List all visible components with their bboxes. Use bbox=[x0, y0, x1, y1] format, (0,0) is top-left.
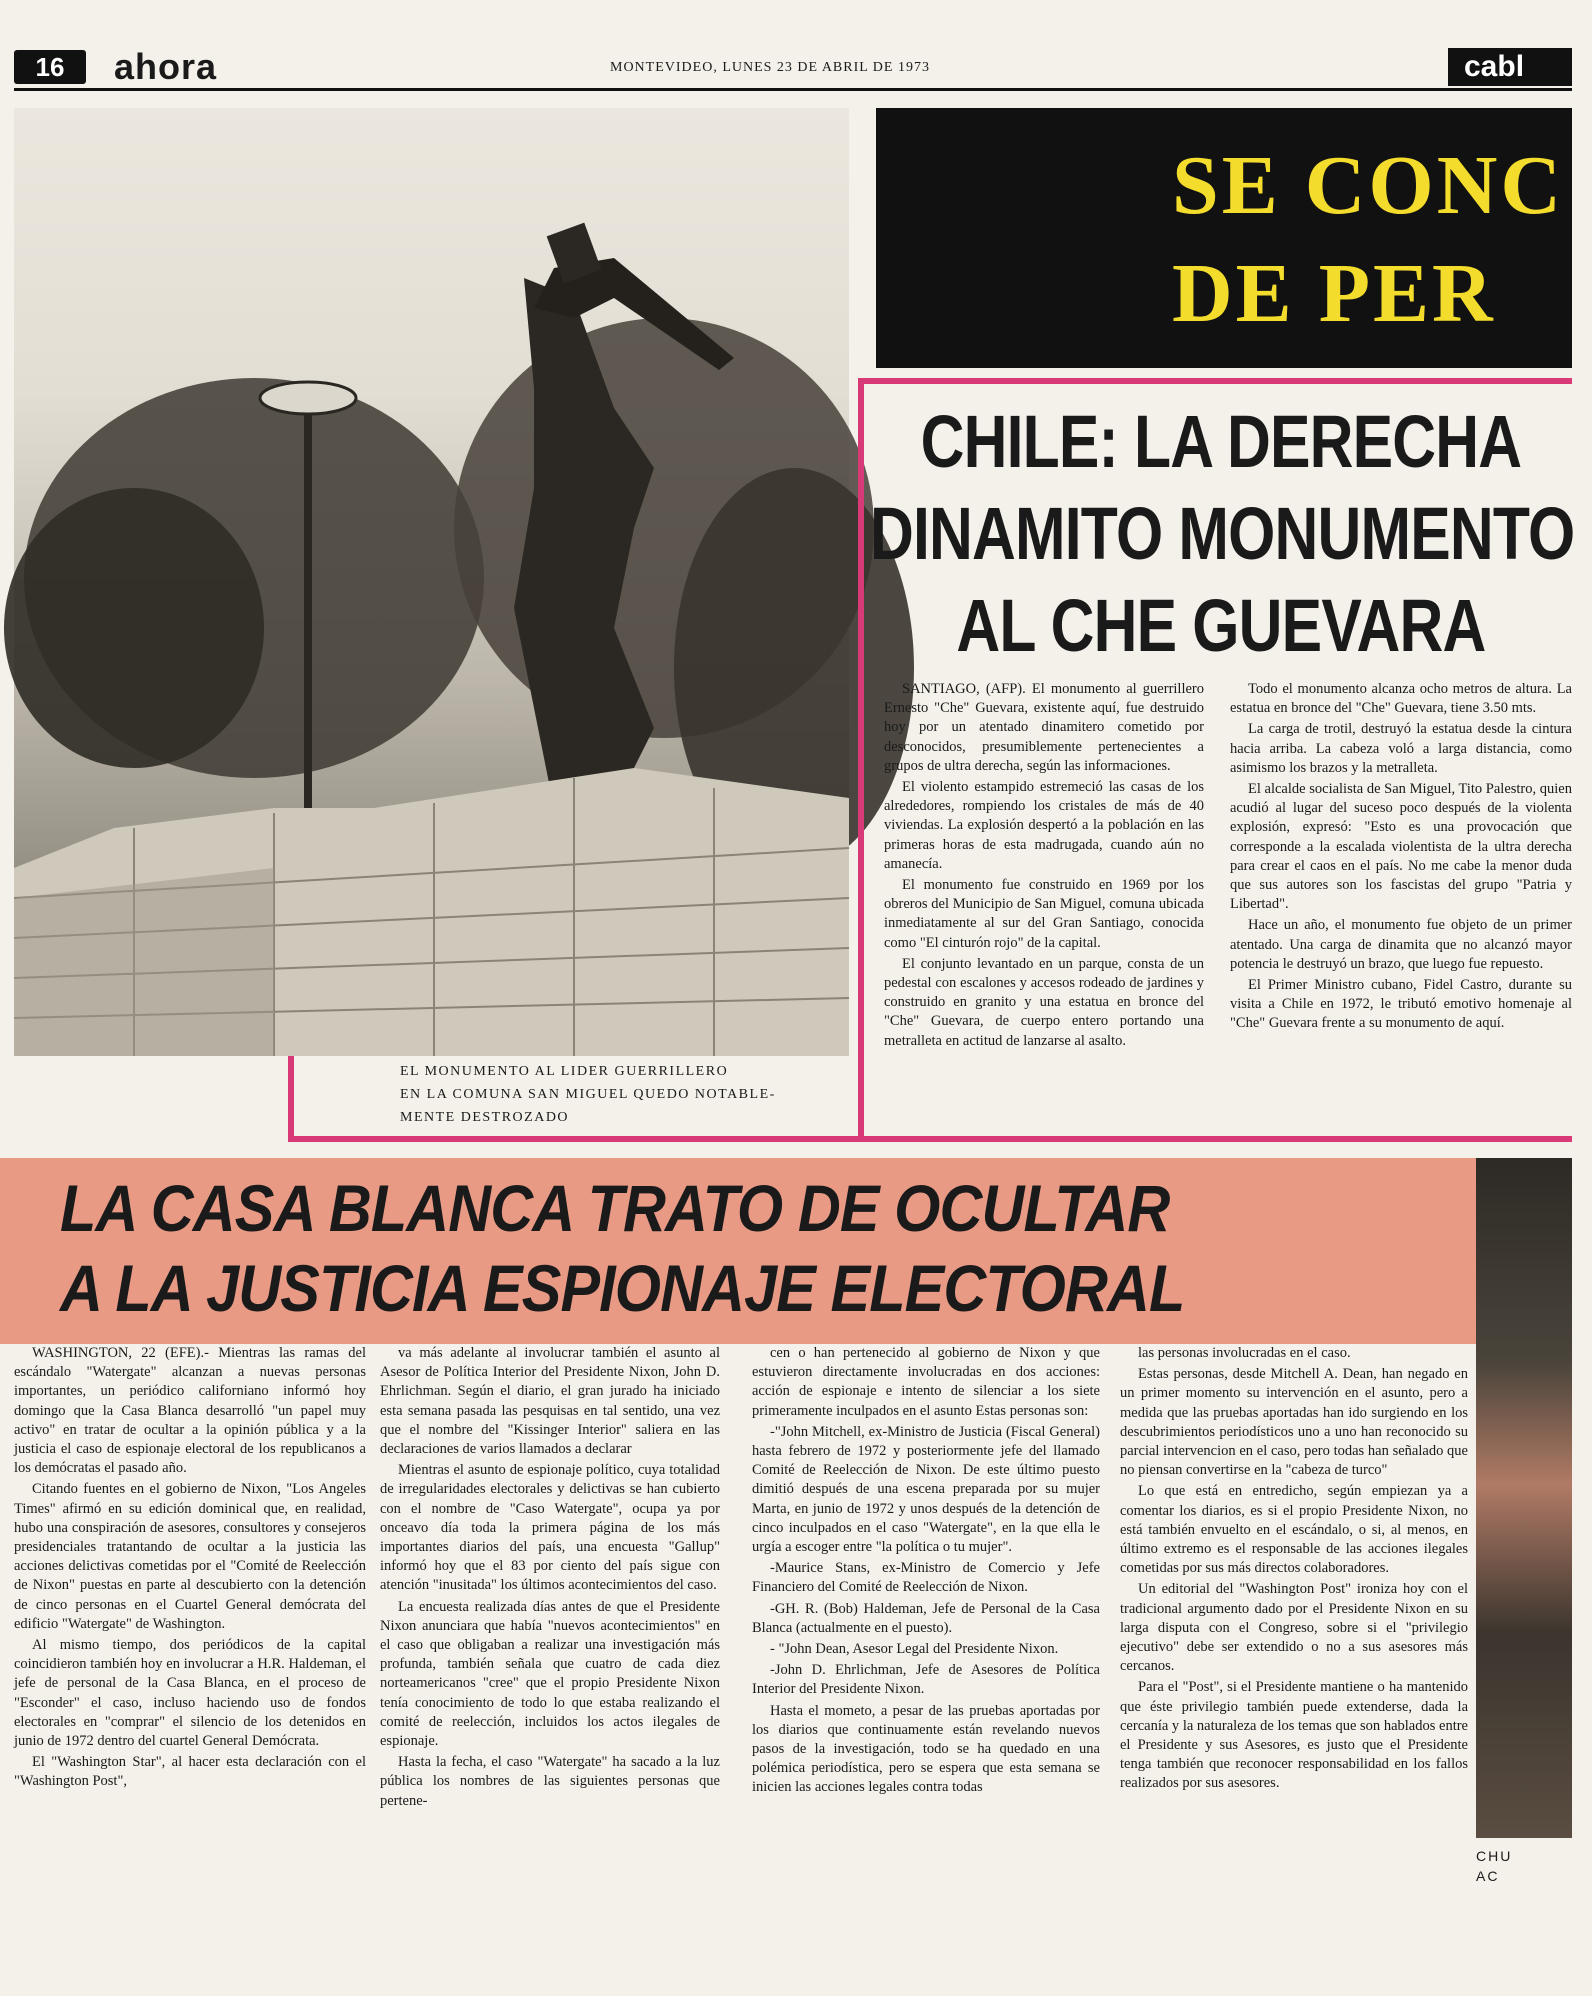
paragraph: El Primer Ministro cubano, Fidel Castro, durante su visita a Chile en 1972, le tributó emotivo homenaje al "Che" Guevara frente a su monumento de aquí. bbox=[1230, 977, 1572, 1032]
page-number: 16 bbox=[14, 50, 86, 84]
paragraph: -"John Mitchell, ex-Ministro de Justicia (Fiscal General) hasta febrero de 1972 y posteriormente jefe del llamado Comité de Reelección de Nixon. De este último puesto dimitió después de una escena preparada por su mujer Marta, en junio de 1972 y unos después de la detención de cinco inculpados en el caso "Watergate", en la que ella le urgía a escoger entre "la política o tu mujer". bbox=[752, 1423, 1100, 1556]
monument-photo bbox=[14, 108, 849, 1056]
pink-rule bbox=[858, 378, 864, 1140]
page-header bbox=[14, 44, 1572, 92]
pink-rule bbox=[864, 378, 1572, 384]
paragraph: Hasta la fecha, el caso "Watergate" ha sacado a la luz pública los nombres de las siguientes personas que pertene- bbox=[380, 1754, 720, 1809]
caption-line: AC bbox=[1476, 1868, 1500, 1884]
header-rule bbox=[14, 88, 1572, 91]
caption-line: EN LA COMUNA SAN MIGUEL QUEDO NOTABLE- bbox=[400, 1087, 776, 1102]
paragraph: -John D. Ehrlichman, Jefe de Asesores de Política Interior del Presidente Nixon. bbox=[752, 1662, 1100, 1698]
paragraph: Un editorial del "Washington Post" ironiza hoy con el tradicional argumento dado por el Presidente Nixon en su larga disputa con el Congreso, sobre si el "privilegio ejecutivo" debe ser extendido o no a sus asesores más cercanos. bbox=[1120, 1581, 1468, 1675]
dateline: MONTEVIDEO, LUNES 23 DE ABRIL DE 1973 bbox=[610, 60, 930, 75]
side-photo-caption bbox=[1476, 1846, 1572, 1886]
paragraph: Hace un año, el monumento fue objeto de un primer atentado. Una carga de dinamita que no alcanzó mayor potencia le destruyó un brazo, que luego fue repuesto. bbox=[1230, 917, 1572, 972]
masthead-logo: ahora bbox=[114, 46, 218, 87]
headline-line: LA CASA BLANCA TRATO DE OCULTAR bbox=[60, 1171, 1170, 1245]
portrait-photo bbox=[1476, 1158, 1572, 1838]
caption-line: MENTE DESTROZADO bbox=[400, 1110, 570, 1125]
chile-article-column-1 bbox=[884, 680, 1204, 1053]
yellow-headline-block bbox=[876, 108, 1572, 368]
section-tab: cabl bbox=[1448, 48, 1572, 86]
photo-caption bbox=[400, 1060, 860, 1129]
paragraph: SANTIAGO, (AFP). El monumento al guerrillero Ernesto "Che" Guevara, existente aquí, fue destruido hoy por un atentado dinamitero cometido por desconocidos, presumiblemente pertenecientes a grupos de ultra derecha, según las informaciones. bbox=[884, 681, 1204, 774]
paragraph: -Maurice Stans, ex-Ministro de Comercio y Jefe Financiero del Comité de Reelección de Nixon. bbox=[752, 1560, 1100, 1596]
paragraph: La carga de trotil, destruyó la estatua desde la cintura hacia arriba. La cabeza voló a larga distancia, como asimismo los brazos y la metralleta. bbox=[1230, 721, 1572, 776]
headline-line: A LA JUSTICIA ESPIONAJE ELECTORAL bbox=[60, 1251, 1185, 1325]
paragraph: El alcalde socialista de San Miguel, Tito Palestro, quien acudió al lugar del suceso poco después de la violenta explosión, expresó: "Esto es una provocación que corresponde a la escalada violentista de la ultra derecha para crear el caos en el país. No me cabe la menor duda que sus autores son los fascistas del grupo "Patria y Libertad". bbox=[1230, 781, 1572, 913]
casa-article-column-4 bbox=[1120, 1344, 1468, 1796]
chile-headline bbox=[870, 396, 1575, 672]
monument-illustration bbox=[14, 108, 849, 1056]
paragraph: Para el "Post", si el Presidente mantiene o ha mantenido que éste privilegio también puede extenderse, dada la cercanía y la naturaleza de los temas que son hablados entre el Presidente y sus Asesores, es justo que el Presidente tenga también que reconocer responsabilidad en los fallos realizados por sus asesores. bbox=[1120, 1679, 1468, 1792]
headline-line: AL CHE GUEVARA bbox=[956, 584, 1486, 667]
caption-line: EL MONUMENTO AL LIDER GUERRILLERO bbox=[400, 1064, 729, 1079]
casa-article-column-3 bbox=[752, 1344, 1100, 1800]
casa-article-column-1 bbox=[14, 1344, 366, 1794]
photo-caption-box bbox=[290, 1060, 860, 1140]
casa-headline bbox=[60, 1168, 1338, 1328]
yellow-headline-line: SE CONC bbox=[1172, 139, 1565, 232]
paragraph: va más adelante al involucrar también el asunto al Asesor de Política Interior del Presidente Nixon, John D. Ehrlichman. Según el diario, el gran jurado ha iniciado esta semana pasada las pesquisas en tal sentido, una vez que el nombre del "Kissinger Interior" saliera en las declaraciones de varios llamados a declarar bbox=[380, 1345, 720, 1458]
paragraph: Estas personas, desde Mitchell A. Dean, han negado en un primer momento su intervención en el asunto, pero a medida que las pruebas aportadas han ido surgiendo en los descubrimientos periodísticos uno a uno han reconocido su parcial intervencion en el caso, pero todas han señalado que no piensan convertirse en la "cabeza de turco" bbox=[1120, 1366, 1468, 1479]
paragraph: WASHINGTON, 22 (EFE).- Mientras las ramas del escándalo "Watergate" alcanzan a nuevas personas importantes, un periódico californiano informó hoy domingo que la Casa Blanca desarrolló "un papel muy activo" en tratar de ocultar a la opinión pública y a la justicia el caso de espionaje electoral de los republicanos a los demócratas el pasado año. bbox=[14, 1345, 366, 1477]
paragraph: Hasta el mometo, a pesar de las pruebas aportadas por los diarios que continuamente están revelando nuevos pasos de la investigación, todo se ha quedado en una polémica periodística, pero se espera que esta semana se inicien las acciones legales contra todas bbox=[752, 1702, 1100, 1796]
paragraph: Citando fuentes en el gobierno de Nixon, "Los Angeles Times" afirmó en su edición dominical que, en realidad, hubo una conspiración de asesores, consultores y consejeros presidenciales tratantando de ocultar a la justicia las acciones delictivas cometidas por el "Comité de Reelección de Nixon" puestas en parte al descubierto con la detención de cinco personas en el Cuartel General demócrata del edificio "Watergate" de Washington. bbox=[14, 1481, 366, 1632]
paragraph: -GH. R. (Bob) Haldeman, Jefe de Personal de la Casa Blanca (actualmente en el puesto). bbox=[752, 1600, 1100, 1636]
paragraph: cen o han pertenecido al gobierno de Nixon y que estuvieron directamente involucradas en dos acciones: acción de espionaje e intento de silenciar a los siete primeramente inculpados en el asunto Estas personas son: bbox=[752, 1345, 1100, 1419]
yellow-headline bbox=[1172, 132, 1592, 348]
caption-line: CHU bbox=[1476, 1848, 1513, 1864]
paragraph: las personas involucradas en el caso. bbox=[1138, 1345, 1351, 1361]
paragraph: Todo el monumento alcanza ocho metros de altura. La estatua en bronce del "Che" Guevara, tiene 3.50 mts. bbox=[1230, 681, 1572, 717]
paragraph: La encuesta realizada días antes de que el Presidente Nixon anunciara que había "nuevos acontecimientos" en el caso que obligaban a realizar una investigación más profunda, también señala que cuatro de cada diez norteamericanos "cree" que el propio Presidente Nixon tenía conocimiento de todo lo que estaba realizando el comité de reelección, incluidos los actos ilegales de espionaje. bbox=[380, 1598, 720, 1750]
casa-article-column-2 bbox=[380, 1344, 720, 1813]
chile-article-column-2 bbox=[1230, 680, 1572, 1036]
paragraph: Al mismo tiempo, dos periódicos de la capital coincidieron también hoy en involucrar a H.R. Haldeman, el jefe de personal de la Casa Blanca, en el proceso de "Esconder" el caso, incluso haciendo uso de fondos electorales en "comprar" el silencio de los detenidos en junio de 1972 dentro del cuartel General Demócrata. bbox=[14, 1637, 366, 1750]
paragraph: Lo que está en entredicho, según empiezan ya a comentar los diarios, es si el propio Presidente Nixon, no está también envuelto en el escándalo, o si, al menos, en último extremo es el responsable de las acciones ilegales cometidas por sus más directos colaboradores. bbox=[1120, 1483, 1468, 1577]
headline-line: CHILE: LA DERECHA bbox=[920, 400, 1522, 483]
paragraph: El violento estampido estremeció las casas de los alrededores, rompiendo los cristales de más de 40 viviendas. La explosión despertó a la población en las primeras horas de esta madrugada, cuando aún no amanecía. bbox=[884, 779, 1204, 872]
paragraph: Mientras el asunto de espionaje político, cuya totalidad de irregularidades electorales y delictivas se han cubierto con el nombre de "Caso Watergate", ocupa ya por onceavo día toda la primera página de los más importantes diarios del país, una encuesta "Gallup" informó hoy que el 83 por ciento del país sigue con atención "inusitada" los últimos acontecimientos del caso. bbox=[380, 1462, 720, 1594]
paragraph: El conjunto levantado en un parque, consta de un pedestal con escalones y accesos rodeado de jardines y construido en granito y una estatua en bronce del "Che" Guevara, de cuerpo entero portando una metralleta en actitud de lanzarse al asalto. bbox=[884, 955, 1204, 1049]
paragraph: - "John Dean, Asesor Legal del Presidente Nixon. bbox=[770, 1641, 1059, 1658]
paragraph: El "Washington Star", al hacer esta declaración con el "Washington Post", bbox=[14, 1754, 366, 1790]
paragraph: El monumento fue construido en 1969 por los obreros del Municipio de San Miguel, comuna ubicada inmediatamente al sur del Gran Santiago, conocida como "El cinturón rojo" de la capital. bbox=[884, 877, 1204, 951]
yellow-headline-line: DE PER bbox=[1172, 247, 1496, 340]
headline-line: DINAMITO MONUMENTO bbox=[870, 492, 1575, 575]
